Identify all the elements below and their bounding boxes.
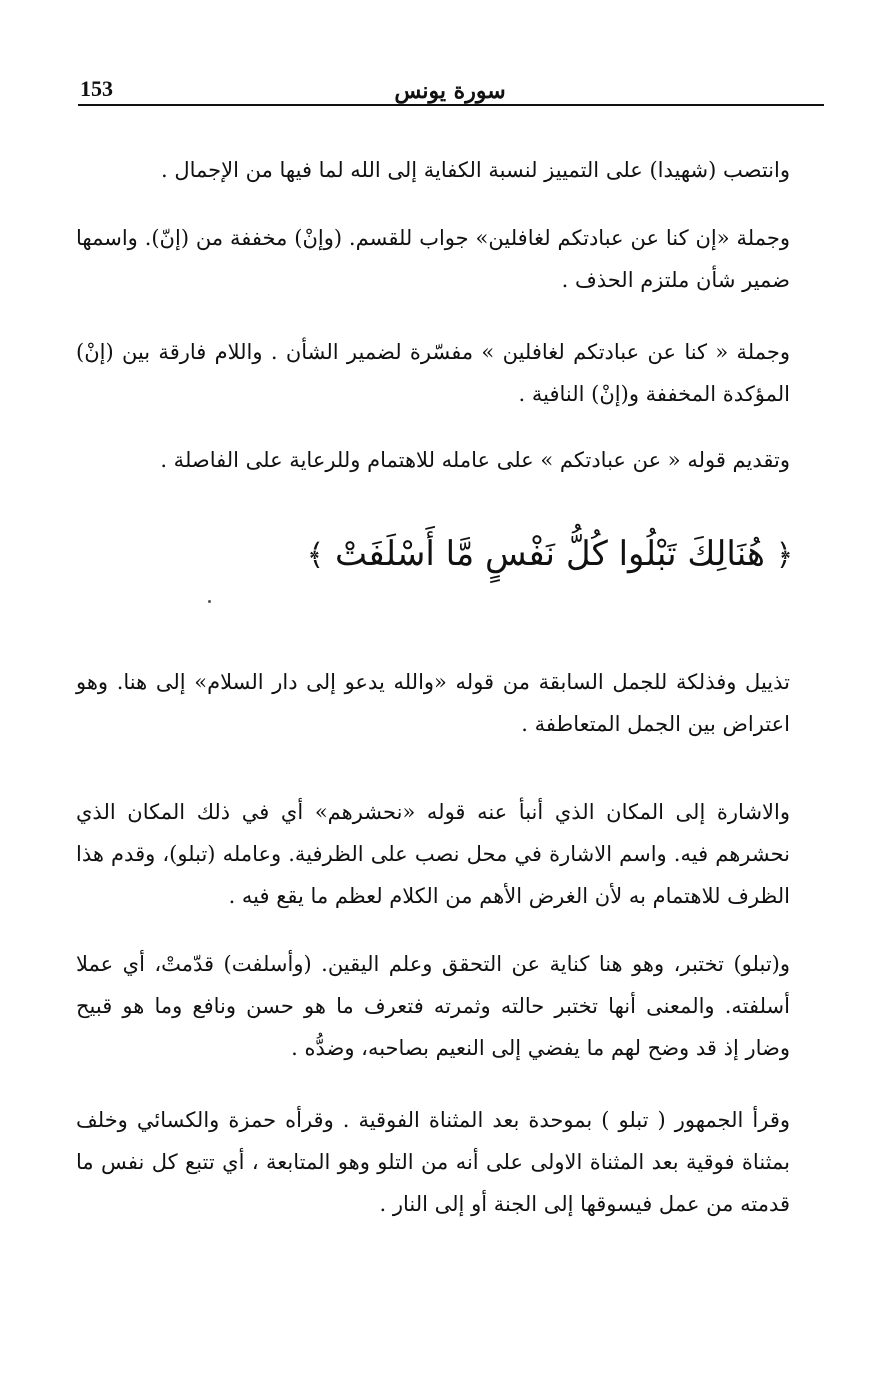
paragraph-6: والاشارة إلى المكان الذي أنبأ عنه قوله «نحشرهم» أي في ذلك المكان الذي نحشرهم فيه. واسم الاشارة في محل نصب على الظرفية. وعامله (تبلو)، وقدم هذا الظرف للاهتمام به لأن الغرض الأهم من الكلام لعظم ما يقع فيه . <box>76 800 790 908</box>
print-speck <box>208 600 211 603</box>
running-head: سورة يونس <box>394 78 506 104</box>
paragraph-7: و(تبلو) تختبر، وهو هنا كناية عن التحقق وعلم اليقين. (وأسلفت) قدّمتْ، أي عملا أسلفته. والمعنى أنها تختبر حالته وثمرته فتعرف ما هو حسن ونافع وما هو قبيح وضار إذ قد وضح لهم ما يفضي إلى النعيم بصاحبه، وضدُّه . <box>76 952 790 1060</box>
paragraph-1: وانتصب (شهيدا) على التمييز لنسبة الكفاية إلى الله لما فيها من الإجمال . <box>161 158 790 182</box>
verse-close-ornament: ﴾ <box>306 538 325 573</box>
paragraph-4: وتقديم قوله « عن عبادتكم » على عامله للاهتمام وللرعاية على الفاصلة . <box>160 448 790 472</box>
quran-verse <box>300 524 800 586</box>
paragraph-2: وجملة «إن كنا عن عبادتكم لغافلين» جواب للقسم. (وإنْ) مخففة من (إنّ). واسمها ضمير شأن ملتزم الحذف . <box>76 226 790 292</box>
paragraph-5: تذييل وفذلكة للجمل السابقة من قوله «والله يدعو إلى دار السلام» إلى هنا. وهو اعتراض بين الجمل المتعاطفة . <box>76 670 790 736</box>
paragraph-3: وجملة « كنا عن عبادتكم لغافلين » مفسّرة لضمير الشأن . واللام فارقة بين (إنْ) المؤكدة المخففة و(إنْ) النافية . <box>76 340 790 406</box>
verse-open-ornament: ﴿ <box>775 538 794 573</box>
page-number: 153 <box>80 76 113 101</box>
verse-text: هُنَالِكَ تَبْلُوا كُلُّ نَفْسٍ مَّا أَسْلَفَتْ <box>335 534 765 574</box>
header-rule <box>78 104 824 106</box>
paragraph-8: وقرأ الجمهور ( تبلو ) بموحدة بعد المثناة الفوقية . وقرأه حمزة والكسائي وخلف بمثناة فوقية بعد المثناة الاولى على أنه من التلو وهو المتابعة ، أي تتبع كل نفس ما قدمته من عمل فيسوقها إلى الجنة أو إلى النار . <box>76 1108 790 1216</box>
